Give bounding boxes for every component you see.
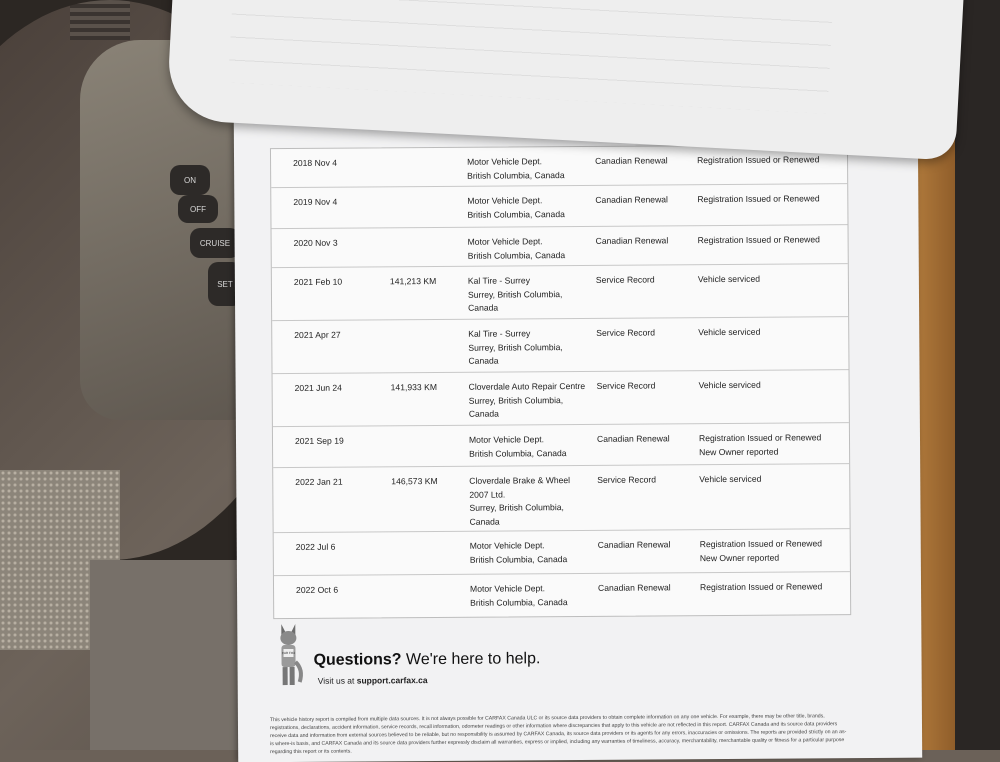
center-console: [955, 0, 1000, 750]
source-line: Motor Vehicle Dept.: [469, 540, 545, 551]
help-title: [313, 650, 540, 670]
detail-line: Registration Issued or Renewed: [697, 193, 820, 205]
source-line: Surrey, British Columbia,: [468, 394, 564, 406]
table-row: [273, 422, 849, 467]
table-row: [272, 263, 848, 320]
detail-line: Vehicle serviced: [698, 326, 761, 338]
vehicle-history-table: [270, 144, 851, 619]
row-date: 2022 Jul 6: [295, 541, 336, 552]
row-date: 2022 Jan 21: [295, 476, 343, 487]
table-row: [271, 183, 847, 228]
row-details: [699, 379, 761, 393]
source-line: Motor Vehicle Dept.: [467, 236, 543, 247]
row-source: [470, 539, 568, 567]
row-details: [698, 273, 760, 287]
row-source: [467, 155, 565, 183]
row-date: 2019 Nov 4: [293, 196, 338, 207]
row-details: [699, 473, 761, 487]
carfax-report-page: [234, 118, 922, 762]
row-source: [469, 380, 586, 421]
source-line: Canada: [468, 408, 499, 419]
row-record-type: Canadian Renewal: [595, 155, 668, 166]
faint-show-through-text: [228, 0, 832, 114]
row-record-type: Service Record: [597, 474, 657, 485]
row-record-type: Service Record: [595, 274, 655, 285]
row-source: [469, 433, 567, 461]
wood-trim: [915, 100, 960, 750]
row-date: 2021 Sep 19: [294, 435, 344, 446]
carfox-mascot-icon: [273, 622, 303, 692]
source-line: Motor Vehicle Dept.: [468, 434, 545, 445]
source-line: British Columbia, Canada: [469, 553, 568, 565]
detail-line: New Owner reported: [699, 552, 780, 563]
source-line: Kal Tire - Surrey: [467, 275, 531, 286]
row-record-type: Canadian Renewal: [597, 539, 671, 550]
cruise-on-button: ON: [170, 165, 210, 195]
row-record-type: Canadian Renewal: [595, 235, 669, 246]
source-line: Motor Vehicle Dept.: [467, 156, 543, 167]
row-record-type: Service Record: [596, 380, 656, 391]
row-date: 2021 Feb 10: [293, 276, 343, 287]
source-line: British Columbia, Canada: [467, 208, 565, 220]
row-details: [700, 580, 822, 594]
support-link[interactable]: support.carfax.ca: [356, 675, 428, 686]
detail-line: Registration Issued or Renewed: [698, 432, 822, 444]
source-line: Cloverdale Brake & Wheel: [469, 475, 571, 486]
detail-line: Registration Issued or Renewed: [697, 154, 820, 166]
source-line: Surrey, British Columbia,: [469, 502, 564, 513]
table-row: [273, 369, 849, 426]
visit-prefix: Visit us at: [317, 675, 357, 686]
row-source: [470, 582, 568, 610]
source-line: Surrey, British Columbia,: [468, 341, 563, 353]
help-section: [273, 618, 874, 702]
detail-line: Vehicle serviced: [697, 273, 761, 285]
help-title-rest: We're here to help.: [401, 650, 541, 669]
source-line: Canada: [468, 302, 499, 313]
row-date: 2018 Nov 4: [293, 157, 338, 168]
source-line: Canada: [468, 355, 499, 366]
row-odometer: 141,213 KM: [389, 275, 437, 287]
seat: [90, 560, 250, 750]
table-row: [273, 463, 849, 532]
cruise-button: CRUISE: [190, 228, 240, 258]
help-title-bold: Questions?: [313, 651, 402, 669]
source-line: Motor Vehicle Dept.: [470, 583, 546, 594]
row-source: [468, 235, 566, 263]
table-row: [274, 528, 850, 575]
row-date: 2021 Apr 27: [294, 329, 341, 340]
row-details: [697, 153, 819, 167]
row-record-type: Canadian Renewal: [597, 582, 671, 593]
detail-line: Registration Issued or Renewed: [697, 234, 820, 246]
mascot-badge-text: CAR FOX: [281, 650, 296, 656]
detail-line: Vehicle serviced: [698, 379, 761, 391]
source-line: British Columbia, Canada: [469, 447, 567, 459]
cruise-set-button: SET: [208, 262, 242, 306]
table-row: [272, 224, 848, 267]
source-line: Cloverdale Auto Repair Centre: [468, 380, 586, 392]
table-row: [272, 316, 848, 373]
source-line: 2007 Ltd.: [469, 489, 506, 500]
row-source: [468, 274, 563, 315]
table-row: [274, 571, 850, 618]
report-disclaimer: This vehicle history report is compiled from multiple data sources. It is not always possible for CARFAX Canada ULC or its source data providers to obtain complete information on any one vehicle. For example, there may be other title, brands, registrations, declarations, accident information, service records, recall information, odometer readings or other information where discrepancies that apply to this vehicle are not reflected in this report. CARFAX Canada and its source data providers receive data and information from external sources believed to be reliable, but no responsibility is assumed by CARFAX Canada, its source data providers or its agents for any errors, inaccuracies or omissions. The reports are provided strictly on an as-is where-is basis, and CARFAX Canada and its source data providers further expressly disclaim all warranties, express or implied, including any warranties of timeliness, accuracy, merchantability, merchantable quality or fitness for a particular purpose regarding this report or its contents.: [269, 713, 847, 756]
source-line: British Columbia, Canada: [467, 249, 566, 261]
source-line: Kal Tire - Surrey: [468, 328, 531, 339]
detail-line: Registration Issued or Renewed: [699, 581, 823, 593]
detail-line: New Owner reported: [699, 446, 779, 457]
row-odometer: 141,933 KM: [390, 381, 438, 393]
row-details: [700, 537, 822, 565]
cruise-off-button: OFF: [178, 195, 218, 223]
detail-line: Registration Issued or Renewed: [699, 538, 823, 550]
row-odometer: 146,573 KM: [391, 475, 438, 487]
row-details: [697, 192, 819, 206]
source-line: British Columbia, Canada: [470, 596, 568, 608]
source-line: British Columbia, Canada: [467, 169, 565, 181]
table-row: [271, 145, 847, 187]
source-line: Surrey, British Columbia,: [467, 288, 563, 300]
row-details: [698, 233, 820, 247]
source-line: Motor Vehicle Dept.: [467, 195, 543, 206]
source-line: Canada: [469, 516, 500, 527]
row-date: 2020 Nov 3: [293, 237, 338, 248]
row-source: [469, 474, 570, 529]
row-source: [467, 194, 565, 222]
row-date: 2021 Jun 24: [294, 382, 342, 393]
row-record-type: Service Record: [596, 327, 656, 338]
row-date: 2022 Oct 6: [296, 584, 339, 595]
detail-line: Vehicle serviced: [699, 473, 762, 485]
help-visit-line: [318, 675, 428, 686]
row-record-type: Canadian Renewal: [595, 194, 668, 205]
row-details: [698, 326, 760, 340]
row-details: [699, 431, 821, 459]
row-source: [468, 327, 563, 368]
row-record-type: Canadian Renewal: [596, 433, 670, 444]
